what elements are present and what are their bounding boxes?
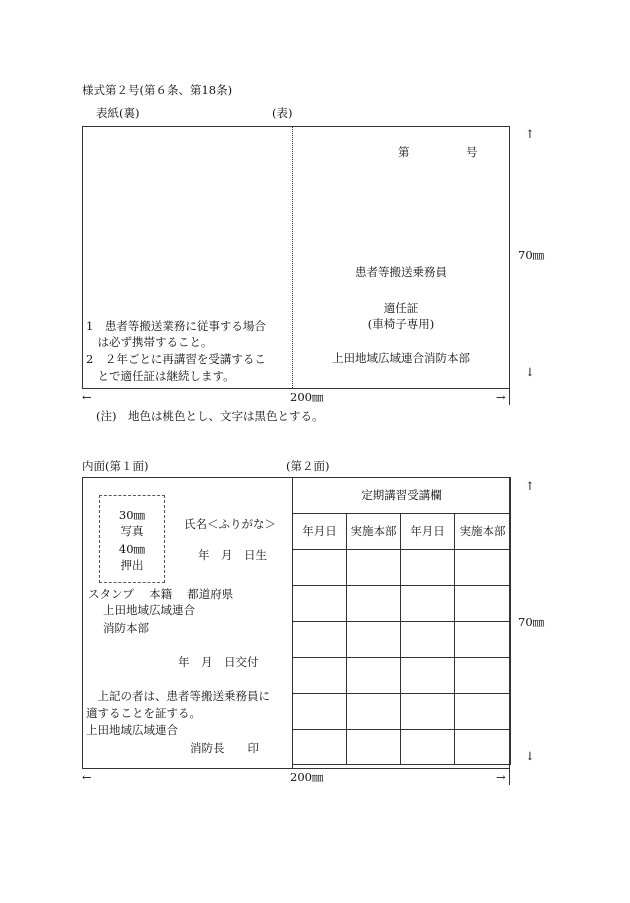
certification-org: 上田地域広域連合 bbox=[86, 723, 178, 737]
stamp-line: スタンプ 本籍 都道府県 bbox=[88, 587, 234, 601]
table-cell bbox=[455, 585, 511, 621]
inner-height-label: 70㎜ bbox=[518, 615, 545, 629]
certification-text: 適することを証する。 bbox=[86, 706, 201, 720]
table-cell bbox=[455, 621, 511, 657]
cover-note-line: 2 ２年ごとに再講習を受講するこ bbox=[86, 352, 266, 366]
table-cell bbox=[347, 621, 401, 657]
table-row bbox=[293, 621, 511, 657]
photo-text: 写真 bbox=[120, 524, 144, 538]
table-cell bbox=[455, 549, 511, 585]
cover-front-label: (表) bbox=[272, 106, 293, 120]
inner-bottom-border bbox=[82, 768, 510, 769]
cover-top-border bbox=[82, 126, 510, 127]
width-arrow-right: → bbox=[496, 770, 506, 784]
table-row bbox=[293, 729, 511, 764]
table-cell bbox=[401, 549, 455, 585]
cover-note-line: は必ず携帯すること。 bbox=[86, 335, 213, 349]
table-cell bbox=[347, 549, 401, 585]
table-header-date: 年月日 bbox=[401, 513, 455, 549]
inner-width-label: 200㎜ bbox=[290, 770, 324, 784]
table-row bbox=[293, 693, 511, 729]
cover-width-label: 200㎜ bbox=[290, 390, 324, 404]
table-header-dept: 実施本部 bbox=[455, 513, 511, 549]
cover-subtitle: 適任証 bbox=[383, 301, 419, 315]
stamp-org-dept: 消防本部 bbox=[103, 621, 149, 635]
table-header-dept: 実施本部 bbox=[347, 513, 401, 549]
table-cell bbox=[401, 729, 455, 764]
table-cell bbox=[401, 657, 455, 693]
cover-right-border bbox=[509, 126, 510, 405]
table-cell bbox=[347, 693, 401, 729]
cover-height-label: 70㎜ bbox=[518, 248, 545, 262]
cover-back-label: 表紙(裏) bbox=[96, 106, 140, 120]
height-arrow-up: ↑ bbox=[525, 479, 535, 493]
table-cell bbox=[293, 693, 347, 729]
width-arrow-right: → bbox=[496, 390, 506, 404]
table-cell bbox=[293, 657, 347, 693]
photo-text: 30㎜ bbox=[118, 508, 146, 522]
table-title: 定期講習受講欄 bbox=[293, 477, 511, 513]
table-cell bbox=[401, 621, 455, 657]
cover-note-line: 1 患者等搬送業務に従事する場合 bbox=[86, 319, 266, 333]
table-cell bbox=[455, 657, 511, 693]
training-record-table bbox=[292, 477, 511, 765]
issue-date-label: 年 月 日交付 bbox=[178, 655, 259, 669]
number-dai: 第 bbox=[398, 145, 410, 159]
form-title: 様式第２号(第６条、第18条) bbox=[82, 83, 233, 97]
table-row bbox=[293, 585, 511, 621]
height-arrow-down: ↓ bbox=[525, 365, 535, 379]
photo-text: 40㎜ bbox=[118, 542, 146, 556]
cover-bottom-border bbox=[82, 388, 510, 389]
color-note: (注) 地色は桃色とし、文字は黒色とする。 bbox=[96, 409, 324, 423]
table-cell bbox=[347, 657, 401, 693]
fire-chief-seal: 消防長 印 bbox=[190, 741, 259, 755]
height-arrow-down: ↓ bbox=[525, 749, 535, 763]
number-go: 号 bbox=[466, 145, 478, 159]
table-row bbox=[293, 549, 511, 585]
table-row bbox=[293, 657, 511, 693]
cover-title: 患者等搬送乗務員 bbox=[355, 265, 447, 279]
table-cell bbox=[401, 585, 455, 621]
table-cell bbox=[401, 693, 455, 729]
cover-issuer: 上田地域広域連合消防本部 bbox=[332, 351, 470, 365]
table-cell bbox=[293, 549, 347, 585]
width-arrow-left: ← bbox=[82, 770, 92, 784]
table-cell bbox=[293, 585, 347, 621]
name-label: 氏名＜ふりがな＞ bbox=[184, 517, 276, 531]
table-header-date: 年月日 bbox=[293, 513, 347, 549]
table-cell bbox=[293, 621, 347, 657]
photo-text: 押出 bbox=[120, 558, 144, 572]
birth-label: 年 月 日生 bbox=[198, 548, 267, 562]
height-arrow-up: ↑ bbox=[525, 127, 535, 141]
certification-text: 上記の者は、患者等搬送乗務員に bbox=[86, 689, 270, 703]
cover-wheelchair-note: (車椅子専用) bbox=[367, 317, 435, 331]
face1-label: 内面(第１面) bbox=[82, 459, 149, 473]
table-cell bbox=[347, 585, 401, 621]
table-cell bbox=[455, 693, 511, 729]
table-cell bbox=[455, 729, 511, 764]
table-cell bbox=[293, 729, 347, 764]
width-arrow-left: ← bbox=[82, 390, 92, 404]
inner-left-border bbox=[82, 477, 83, 768]
stamp-org: 上田地域広域連合 bbox=[103, 603, 195, 617]
cover-left-border bbox=[82, 126, 83, 388]
table-cell bbox=[347, 729, 401, 764]
cover-note-line: とで適任証は継続します。 bbox=[86, 369, 235, 383]
cover-fold-line bbox=[292, 126, 293, 388]
face2-label: (第２面) bbox=[286, 459, 330, 473]
